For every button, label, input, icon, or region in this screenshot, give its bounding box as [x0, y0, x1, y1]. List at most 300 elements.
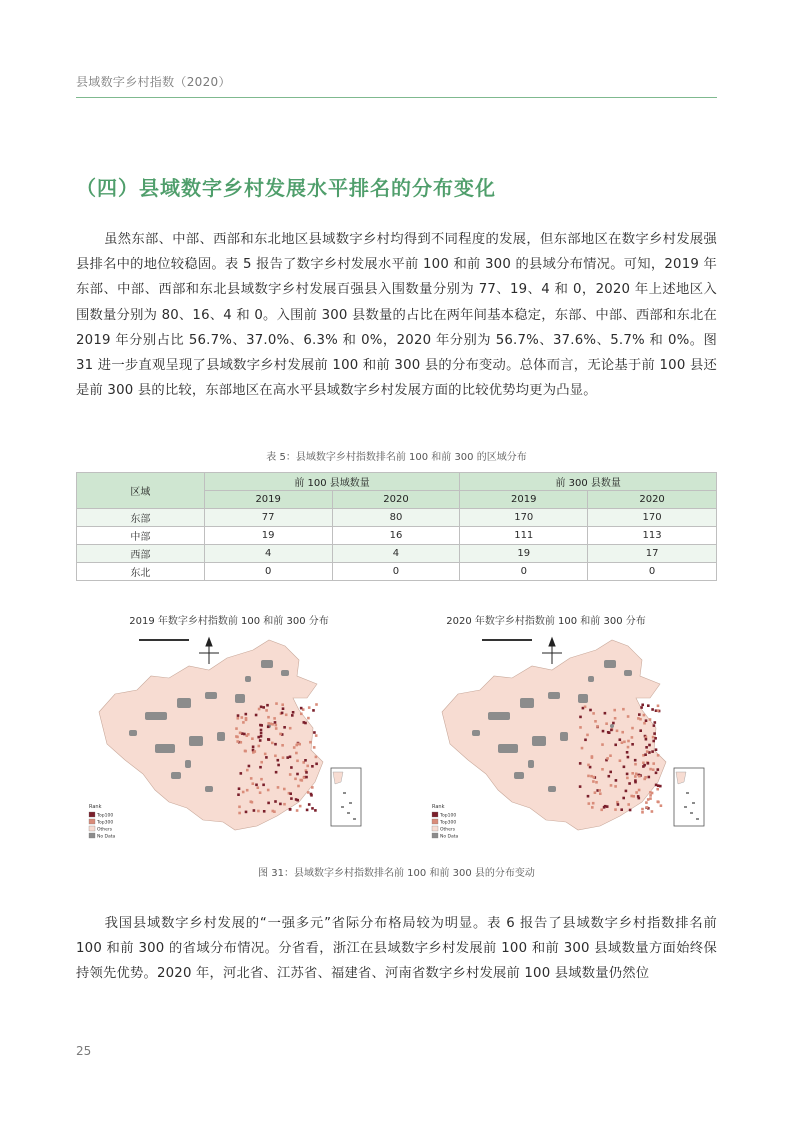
legend-swatch [89, 833, 95, 838]
county-mark [289, 727, 292, 730]
county-mark [259, 791, 262, 794]
county-mark [275, 724, 278, 727]
county-mark [627, 803, 630, 806]
no-data-region [171, 772, 181, 779]
county-mark [587, 795, 590, 798]
county-mark [657, 705, 660, 708]
county-mark [652, 768, 655, 771]
no-data-region [520, 698, 534, 708]
county-mark [656, 788, 659, 791]
county-mark [642, 762, 645, 765]
no-data-region [145, 712, 167, 720]
county-mark [615, 779, 618, 782]
county-mark [628, 782, 631, 785]
county-mark [653, 724, 656, 727]
county-mark [634, 779, 637, 782]
county-mark [277, 764, 280, 767]
county-mark [627, 715, 630, 718]
county-mark [237, 793, 240, 796]
county-mark [596, 725, 599, 728]
county-mark [299, 805, 302, 808]
county-mark [274, 743, 277, 746]
county-mark [305, 771, 308, 774]
county-mark [625, 790, 628, 793]
no-data-region [528, 760, 534, 768]
north-arrow [199, 638, 219, 664]
county-mark [602, 730, 605, 733]
county-mark [282, 756, 285, 759]
inset-island [684, 806, 687, 808]
no-data-region [205, 692, 217, 699]
county-mark [648, 776, 651, 779]
county-mark [279, 803, 282, 806]
region-header: 区域 [77, 473, 205, 509]
county-mark [640, 706, 643, 709]
county-mark [627, 756, 630, 759]
county-mark [255, 714, 258, 717]
county-mark [259, 766, 262, 769]
county-mark [238, 787, 241, 790]
county-mark [293, 746, 296, 749]
county-mark [299, 779, 302, 782]
county-mark [595, 781, 598, 784]
year-header: 2020 [332, 491, 460, 509]
county-mark [251, 737, 254, 740]
county-mark [598, 789, 601, 792]
no-data-region [488, 712, 510, 720]
county-mark [285, 714, 288, 717]
no-data-region [177, 698, 191, 708]
no-data-region [235, 694, 245, 703]
county-mark [257, 736, 260, 739]
no-data-region [588, 676, 594, 682]
county-mark [300, 707, 303, 710]
county-mark [591, 806, 594, 809]
china-map [99, 640, 323, 830]
county-mark [626, 773, 629, 776]
county-mark [291, 714, 294, 717]
county-mark [643, 722, 646, 725]
region-cell: 中部 [77, 527, 205, 545]
county-mark [620, 808, 623, 811]
county-mark [315, 734, 318, 737]
inset-island [692, 802, 695, 804]
county-mark [277, 759, 280, 762]
county-mark [657, 754, 660, 757]
county-mark [262, 784, 265, 787]
county-mark [646, 806, 649, 809]
county-mark [634, 775, 637, 778]
county-mark [641, 704, 644, 707]
county-mark [238, 812, 241, 815]
legend-label: No Data [97, 834, 116, 840]
china-map [442, 640, 666, 830]
county-mark [239, 732, 242, 735]
county-mark [621, 731, 624, 734]
county-mark [298, 743, 301, 746]
no-data-region [532, 736, 546, 746]
county-mark [660, 804, 663, 807]
county-mark [253, 809, 256, 812]
county-mark [246, 789, 249, 792]
county-mark [272, 810, 275, 813]
county-mark [237, 717, 240, 720]
legend-label: Others [97, 827, 113, 833]
county-mark [622, 797, 625, 800]
county-mark [651, 810, 654, 813]
no-data-region [472, 730, 480, 736]
county-mark [612, 722, 615, 725]
county-mark [638, 797, 641, 800]
county-mark [627, 740, 630, 743]
paragraph-1-text: 虽然东部、中部、西部和东北地区县域数字乡村均得到不同程度的发展，但东部地区在数字乡村发展强县排名中的地位较稳固。表 5 报告了数字乡村发展水平前 100 和前 300 的县域分布情况。可知，2019 年东部、中部、西部和东北县域数字乡村发展百强县入围数量分别为 77、19、4 和 0，2020 年上述地区入围数量分别为 80、16、4 和 0。入围前 300 县数量的占比在两年间基本稳定，东部、中部、西部和东北在 2019 年分别占比 56.7%、37.0%、6.3% 和 0%，2020 年分别为 56.7%、37.6%、5.7% 和 0%。图 31 进一步直观呈现了县域数字乡村发展前 100 和前 300 县的分布变动。总体而言，无论基于前 100 县还是前 300 县的比较，东部地区在高水平县域数字乡村发展方面的比较优势均更为凸显。 [76, 232, 717, 399]
county-mark [313, 746, 316, 749]
county-mark [235, 727, 238, 730]
county-mark [281, 712, 284, 715]
value-cell: 4 [332, 545, 460, 563]
county-mark [655, 784, 658, 787]
county-mark [616, 730, 619, 733]
paragraph-2 [76, 911, 717, 987]
no-data-region [578, 694, 588, 703]
county-mark [264, 753, 267, 756]
county-mark [588, 802, 591, 805]
county-mark [266, 704, 269, 707]
county-mark [315, 756, 318, 759]
value-cell: 77 [204, 509, 332, 527]
value-cell: 19 [204, 527, 332, 545]
county-mark [248, 765, 251, 768]
county-mark [312, 709, 315, 712]
top100-group-header: 前 100 县域数量 [204, 473, 460, 491]
no-data-region [217, 732, 225, 741]
county-mark [604, 712, 607, 715]
county-mark [267, 716, 270, 719]
county-mark [621, 741, 624, 744]
no-data-region [610, 724, 614, 728]
county-mark [579, 762, 582, 765]
table-5-caption: 表 5：县域数字乡村指数排名前 100 和前 300 的区域分布 [266, 452, 527, 463]
county-mark [235, 735, 238, 738]
legend-swatch [432, 812, 438, 817]
paragraph-2-text: 我国县域数字乡村发展的“一强多元”省际分布格局较为明显。表 6 报告了县域数字乡村指数排名前 100 和前 300 的省域分布情况。分省看，浙江在县域数字乡村发展前 100 和前 300 县域数量方面始终保持领先优势。2020 年，河北省、江苏省、福建省、河南省数字乡村发展前 100 县域数量仍然位 [76, 916, 717, 982]
county-mark [609, 754, 612, 757]
county-mark [610, 784, 613, 787]
county-mark [601, 743, 604, 746]
county-mark [649, 768, 652, 771]
county-mark [657, 709, 660, 712]
county-mark [307, 791, 310, 794]
county-mark [260, 729, 263, 732]
county-mark [310, 793, 313, 796]
year-header: 2020 [588, 491, 717, 509]
county-mark [589, 709, 592, 712]
legend-title: Rank [89, 804, 102, 810]
county-mark [592, 712, 595, 715]
county-mark [306, 765, 309, 768]
county-mark [247, 733, 250, 736]
value-cell: 0 [332, 563, 460, 581]
north-arrow-head [206, 638, 212, 646]
county-mark [591, 755, 594, 758]
county-mark [237, 714, 240, 717]
county-mark [292, 711, 295, 714]
value-cell: 170 [588, 509, 717, 527]
table-row [77, 509, 717, 527]
county-mark [647, 762, 650, 765]
year-header: 2019 [460, 491, 588, 509]
top300-group-header: 前 300 县数量 [460, 473, 717, 491]
county-mark [246, 769, 249, 772]
inset-island [341, 806, 344, 808]
region-cell: 东北 [77, 563, 205, 581]
county-mark [294, 778, 297, 781]
county-mark [315, 703, 318, 706]
county-mark [296, 760, 299, 763]
county-mark [639, 729, 642, 732]
county-mark [605, 722, 608, 725]
county-mark [638, 713, 641, 716]
county-mark [614, 785, 617, 788]
county-mark [648, 744, 651, 747]
county-mark [290, 766, 293, 769]
county-mark [631, 736, 634, 739]
county-mark [255, 784, 258, 787]
legend-label: No Data [440, 834, 459, 840]
value-cell: 0 [460, 563, 588, 581]
map-2020-title: 2020 年数字乡村指数前 100 和前 300 分布 [446, 616, 646, 627]
county-mark [296, 773, 299, 776]
paragraph-1 [76, 227, 717, 403]
legend-label: Others [440, 827, 456, 833]
county-mark [599, 792, 602, 795]
county-mark [644, 776, 647, 779]
no-data-region [514, 772, 524, 779]
no-data-region [245, 676, 251, 682]
county-mark [267, 802, 270, 805]
no-data-region [281, 670, 289, 676]
county-mark [645, 719, 648, 722]
county-mark [290, 797, 293, 800]
county-mark [652, 740, 655, 743]
county-mark [654, 737, 657, 740]
county-mark [610, 729, 613, 732]
county-mark [311, 786, 314, 789]
county-mark [254, 750, 257, 753]
county-mark [614, 717, 617, 720]
county-mark [606, 757, 609, 760]
county-mark [308, 803, 311, 806]
table-5 [76, 472, 717, 581]
legend-label: Top100 [440, 813, 457, 819]
county-mark [258, 708, 261, 711]
county-mark [289, 756, 292, 759]
county-mark [295, 752, 298, 755]
county-mark [277, 786, 280, 789]
county-mark [267, 789, 270, 792]
no-data-region [498, 744, 518, 753]
county-mark [654, 721, 657, 724]
county-mark [279, 733, 282, 736]
county-mark [647, 798, 650, 801]
county-mark [652, 762, 655, 765]
county-mark [295, 798, 298, 801]
no-data-region [205, 786, 213, 792]
year-header: 2019 [204, 491, 332, 509]
county-mark [579, 785, 582, 788]
value-cell: 80 [332, 509, 460, 527]
county-mark [584, 706, 587, 709]
county-mark [623, 766, 626, 769]
county-mark [267, 738, 270, 741]
county-mark [623, 741, 626, 744]
county-mark [252, 746, 255, 749]
region-cell: 西部 [77, 545, 205, 563]
county-mark [634, 763, 637, 766]
map-2019-title: 2019 年数字乡村指数前 100 和前 300 分布 [129, 616, 329, 627]
county-mark [260, 761, 263, 764]
table-row [77, 527, 717, 545]
map-legend [89, 804, 116, 840]
county-mark [265, 756, 268, 759]
county-mark [616, 801, 619, 804]
map-2019 [85, 632, 363, 842]
county-mark [281, 744, 284, 747]
county-mark [586, 734, 589, 737]
county-mark [584, 739, 587, 742]
county-mark [609, 771, 612, 774]
county-mark [659, 785, 662, 788]
county-mark [607, 731, 610, 734]
county-mark [274, 800, 277, 803]
value-cell: 0 [204, 563, 332, 581]
county-mark [281, 703, 284, 706]
county-mark [262, 706, 265, 709]
county-mark [286, 756, 289, 759]
county-mark [308, 706, 311, 709]
county-mark [271, 742, 274, 745]
legend-label: Top300 [97, 820, 114, 826]
value-cell: 170 [460, 509, 588, 527]
county-mark [601, 768, 604, 771]
table-row [77, 563, 717, 581]
value-cell: 19 [460, 545, 588, 563]
county-mark [313, 731, 316, 734]
legend-label: Top100 [97, 813, 114, 819]
county-mark [644, 753, 647, 756]
county-mark [645, 746, 648, 749]
legend-swatch [432, 833, 438, 838]
value-cell: 113 [588, 527, 717, 545]
value-cell: 17 [588, 545, 717, 563]
no-data-region [548, 692, 560, 699]
county-mark [314, 809, 317, 812]
county-mark [242, 791, 245, 794]
county-mark [622, 708, 625, 711]
county-mark [632, 795, 635, 798]
county-mark [657, 768, 660, 771]
no-data-region [624, 670, 632, 676]
value-cell: 0 [588, 563, 717, 581]
county-mark [641, 808, 644, 811]
county-mark [631, 727, 634, 730]
county-mark [592, 780, 595, 783]
county-mark [283, 803, 286, 806]
county-mark [245, 713, 248, 716]
no-data-region [604, 660, 616, 668]
county-mark [300, 713, 303, 716]
county-mark [608, 775, 611, 778]
no-data-region [189, 736, 203, 746]
inset-island [690, 812, 693, 814]
county-mark [307, 717, 310, 720]
county-mark [263, 810, 266, 813]
county-mark [265, 709, 268, 712]
county-mark [594, 791, 597, 794]
county-mark [619, 759, 622, 762]
county-mark [258, 745, 261, 748]
county-mark [627, 746, 630, 749]
county-mark [655, 772, 658, 775]
no-data-region [129, 730, 137, 736]
county-mark [652, 736, 655, 739]
county-mark [579, 726, 582, 729]
county-mark [245, 717, 248, 720]
table-row [77, 545, 717, 563]
county-mark [240, 741, 243, 744]
county-mark [309, 741, 312, 744]
county-mark [245, 811, 248, 814]
county-mark [250, 777, 253, 780]
county-mark [635, 773, 638, 776]
county-mark [634, 759, 637, 762]
county-mark [581, 747, 584, 750]
county-mark [274, 755, 277, 758]
county-mark [243, 733, 246, 736]
page-number: 25 [76, 1044, 92, 1058]
county-mark [638, 789, 641, 792]
county-mark [257, 810, 260, 813]
county-mark [653, 732, 656, 735]
county-mark [315, 763, 318, 766]
county-mark [647, 704, 650, 707]
county-mark [594, 720, 597, 723]
county-mark [600, 809, 603, 812]
county-mark [271, 723, 274, 726]
county-mark [274, 721, 277, 724]
inset-island [696, 818, 699, 820]
inset-island [347, 812, 350, 814]
county-mark [614, 808, 617, 811]
value-cell: 16 [332, 527, 460, 545]
county-mark [649, 794, 652, 797]
map-legend [432, 804, 459, 840]
county-mark [651, 708, 654, 711]
county-mark [637, 717, 640, 720]
county-mark [645, 738, 648, 741]
county-mark [289, 792, 292, 795]
county-mark [579, 716, 582, 719]
county-mark [241, 716, 244, 719]
legend-swatch [89, 812, 95, 817]
county-mark [304, 759, 307, 762]
county-mark [641, 811, 644, 814]
county-mark [635, 791, 638, 794]
county-mark [613, 709, 616, 712]
legend-swatch [89, 826, 95, 831]
no-data-region [261, 660, 273, 668]
county-mark [283, 788, 286, 791]
